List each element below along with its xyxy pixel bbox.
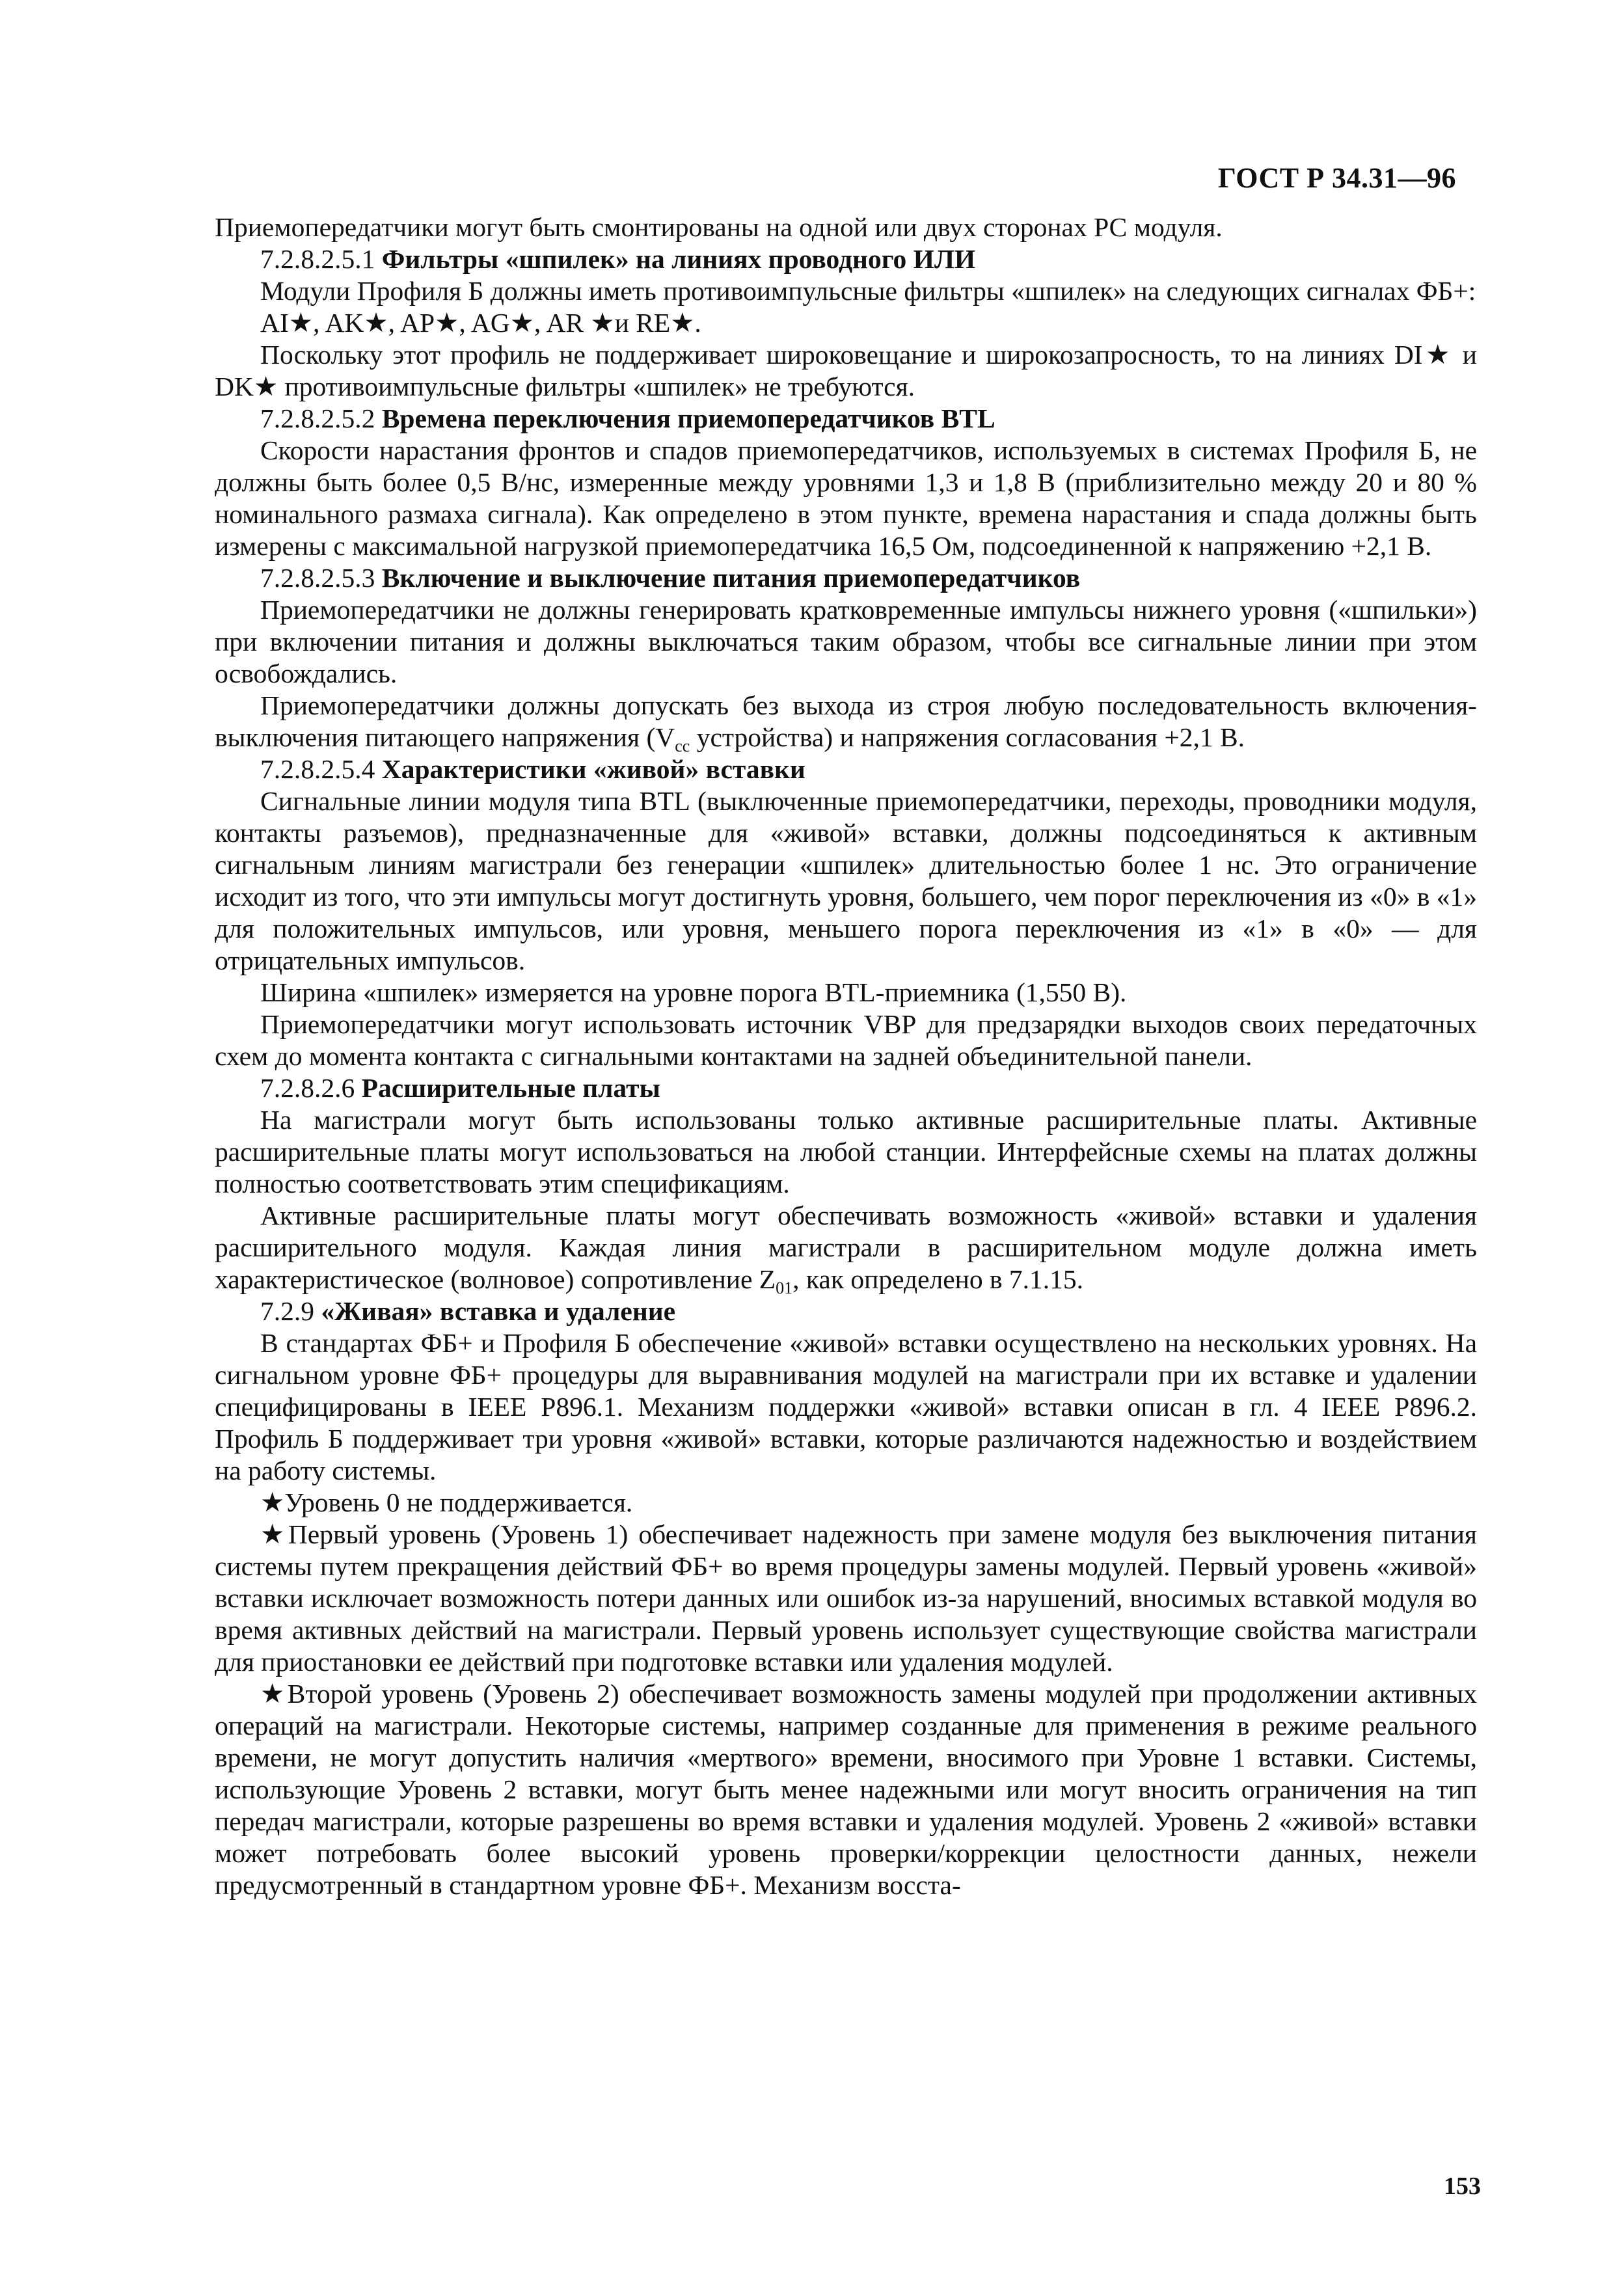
- section-heading: [215, 753, 1477, 785]
- section-number: 7.2.8.2.5.3: [260, 563, 375, 593]
- paragraph: Активные расширительные платы могут обеспечивать возможность «живой» вставки и удаления расширительного модуля. Каждая линия магистрали в расширительном модуле должна иметь характеристическое (волновое) сопротивление $Z_{01}$, как определено в 7.1.15.: [215, 1200, 1477, 1297]
- paragraph: Поскольку этот профиль не поддерживает широковещание и широкозапросность, то на линиях DI★ и DK★ противоимпульсные фильтры «шпилек» не требуются.: [215, 340, 1477, 401]
- section-number: 7.2.8.2.5.1: [260, 244, 375, 274]
- section-number: 7.2.9: [260, 1296, 314, 1326]
- paragraph: В стандартах ФБ+ и Профиля Б обеспечение «живой» вставки осуществлено на нескольких уровнях. На сигнальном уровне ФБ+ процедуры для выравнивания модулей на магистрали при их вставке и удалении специфицированы в IEEE P896.1. Механизм поддержки «живой» вставки описан в гл. 4 IEEE P896.2. Профиль Б поддерживает три уровня «живой» вставки, которые различаются надежностью и воздействием на работу системы.: [215, 1328, 1477, 1485]
- list-item: ★Первый уровень (Уровень 1) обеспечивает надежность при замене модуля без выключения питания системы путем прекращения действий ФБ+ во время процедуры замены модулей. Первый уровень «живой» вставки исключает возможность потери данных или ошибок из-за нарушений, вносимых вставкой модуля во время активных действий на магистрали. Первый уровень использует существующие свойства магистрали для приостановки ее действий при подготовке вставки или удаления модулей.: [215, 1519, 1477, 1677]
- section-title: Характеристики «живой» вставки: [381, 754, 805, 784]
- section-heading: [215, 403, 1477, 435]
- section-title: Включение и выключение питания приемопередатчиков: [381, 563, 1081, 593]
- paragraph: Сигнальные линии модуля типа BTL (выключенные приемопередатчики, переходы, проводники модуля, контакты разъемов), предназначенные для «живой» вставки, должны подсоединяться к активным сигнальным линиям магистрали без генерации «шпилек» длительностью более 1 нс. Это ограничение исходит из того, что эти импульсы могут достигнуть уровня, большего, чем порог переключения из «0» в «1» для положительных импульсов, или уровня, меньшего порога переключения из «1» в «0» — для отрицательных импульсов.: [215, 786, 1477, 975]
- section-heading: [215, 243, 1477, 275]
- section-number: 7.2.8.2.6: [260, 1073, 355, 1103]
- paragraph: Приемопередатчики могут быть смонтированы на одной или двух сторонах РС модуля.: [215, 212, 1223, 242]
- document-body: [215, 211, 1477, 1901]
- list-item: ★Уровень 0 не поддерживается.: [260, 1487, 633, 1517]
- signal-list: AI★, AK★, AP★, AG★, AR ★и RE★.: [260, 308, 701, 338]
- paragraph: Модули Профиля Б должны иметь противоимпульсные фильтры «шпилек» на следующих сигналах ФБ+:: [260, 276, 1476, 306]
- list-item: ★Второй уровень (Уровень 2) обеспечивает возможность замены модулей при продолжении активных операций на магистрали. Некоторые системы, например созданные для применения в режиме реального времени, не могут допустить наличия «мертвого» времени, вносимого при Уровне 1 вставки. Системы, использующие Уровень 2 вставки, могут быть менее надежными или могут вносить ограничения на тип передач магистрали, которые разрешены во время вставки и удаления модулей. Уровень 2 «живой» вставки может потребовать более высокий уровень проверки/коррекции целостности данных, нежели предусмотренный в стандартном уровне ФБ+. Механизм восста-: [215, 1679, 1477, 1900]
- paragraph: Приемопередатчики должны допускать без выхода из строя любую последовательность включения-выключения питающего напряжения ($V_{cc}$ устройства) и напряжения согласования +2,1 В.: [215, 690, 1477, 755]
- section-heading: [215, 1295, 1477, 1327]
- paragraph: Скорости нарастания фронтов и спадов приемопередатчиков, используемых в системах Профиля Б, не должны быть более 0,5 В/нс, измеренные между уровнями 1,3 и 1,8 В (приблизительно между 20 и 80 % номинального размаха сигнала). Как определено в этом пункте, времена нарастания и спада должны быть измерены с максимальной нагрузкой приемопередатчика 16,5 Ом, подсоединенной к напряжению +2,1 В.: [215, 435, 1477, 561]
- paragraph: Приемопередатчики не должны генерировать кратковременные импульсы нижнего уровня («шпильки») при включении питания и должны выключаться таким образом, чтобы все сигнальные линии при этом освобождались.: [215, 595, 1477, 688]
- page-number: 153: [1444, 2173, 1481, 2200]
- section-number: 7.2.8.2.5.4: [260, 754, 375, 784]
- section-title: Расширительные платы: [361, 1073, 660, 1103]
- section-title: Времена переключения приемопередатчиков BTL: [381, 403, 995, 433]
- section-number: 7.2.8.2.5.2: [260, 403, 375, 433]
- paragraph: Ширина «шпилек» измеряется на уровне порога BTL-приемника (1,550 В).: [260, 977, 1127, 1007]
- paragraph: Приемопередатчики могут использовать источник VBP для предзарядки выходов своих передаточных схем до момента контакта с сигнальными контактами на задней объединительной панели.: [215, 1009, 1477, 1071]
- paragraph: На магистрали могут быть использованы только активные расширительные платы. Активные расширительные платы могут использоваться на любой станции. Интерфейсные схемы на платах должны полностью соответствовать этим спецификациям.: [215, 1105, 1477, 1199]
- section-heading: [215, 562, 1477, 594]
- section-heading: [215, 1072, 1477, 1104]
- document-code-header: ГОСТ Р 34.31—96: [1217, 162, 1456, 194]
- section-title: «Живая» вставка и удаление: [321, 1296, 676, 1326]
- section-title: Фильтры «шпилек» на линиях проводного ИЛИ: [381, 244, 976, 274]
